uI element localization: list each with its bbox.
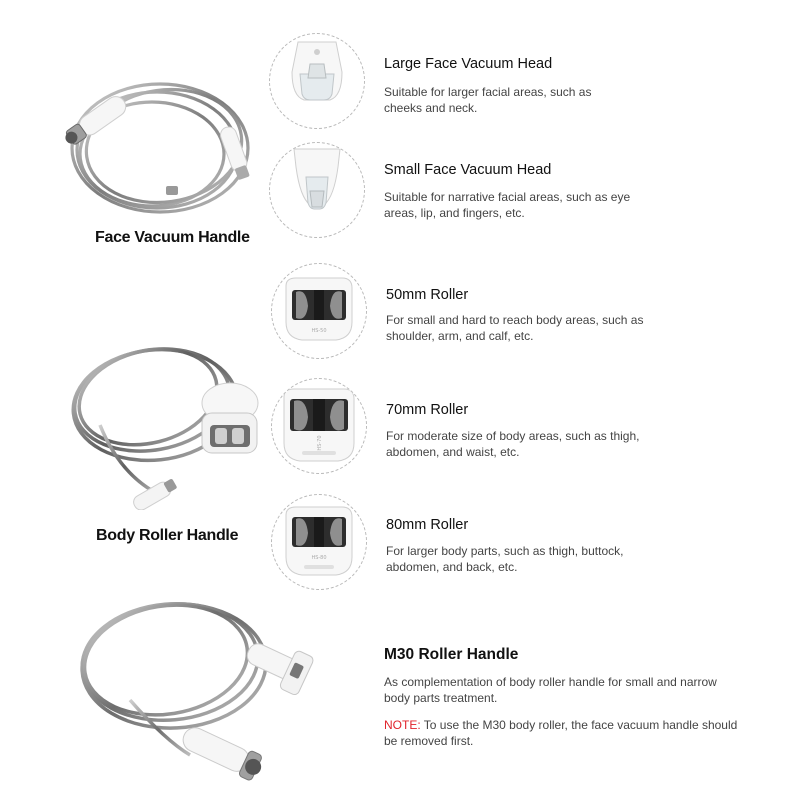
roller-50mm-desc: For small and hard to reach body areas, such as shoulder, arm, and calf, etc. (386, 313, 644, 343)
roller-80mm-title: 80mm Roller (386, 517, 469, 533)
m30-note-label: NOTE: (384, 718, 421, 732)
roller-70mm-model-mark: HS-70 (317, 435, 323, 451)
roller-80mm-image (271, 494, 367, 590)
roller-70mm-desc: For moderate size of body areas, such as thigh, abdomen, and waist, etc. (386, 429, 640, 459)
roller-80mm-model-mark: HS-80 (311, 555, 327, 561)
m30-note (384, 717, 749, 749)
large-face-vacuum-head-image (269, 33, 365, 129)
roller-70mm-title: 70mm Roller (386, 402, 469, 418)
large-face-vacuum-head-desc: Suitable for larger facial areas, such as cheeks and neck. (384, 85, 592, 115)
small-face-vacuum-head-image (269, 142, 365, 238)
roller-50mm-image (271, 263, 367, 359)
small-face-vacuum-head-desc: Suitable for narrative facial areas, such as eye areas, lip, and fingers, etc. (384, 190, 631, 220)
roller-70mm-image (271, 378, 367, 474)
m30-roller-handle-title: M30 Roller Handle (384, 646, 519, 663)
roller-50mm-model-mark: HS-50 (311, 328, 327, 334)
large-face-vacuum-head-title: Large Face Vacuum Head (384, 56, 553, 72)
body-roller-handle-image (60, 335, 270, 510)
m30-roller-handle-desc: As complementation of body roller handle for small and narrow body parts treatment. (384, 675, 717, 705)
face-vacuum-handle-label: Face Vacuum Handle (95, 229, 250, 246)
face-vacuum-handle-image (52, 70, 257, 230)
small-face-vacuum-head-title: Small Face Vacuum Head (384, 162, 552, 178)
roller-80mm-desc: For larger body parts, such as thigh, buttock, abdomen, and back, etc. (386, 544, 624, 574)
body-roller-handle-label: Body Roller Handle (96, 527, 239, 544)
m30-roller-handle-image (70, 590, 320, 790)
m30-note-text: To use the M30 body roller, the face vacuum handle should be removed first. (384, 718, 738, 748)
roller-50mm-title: 50mm Roller (386, 287, 469, 303)
